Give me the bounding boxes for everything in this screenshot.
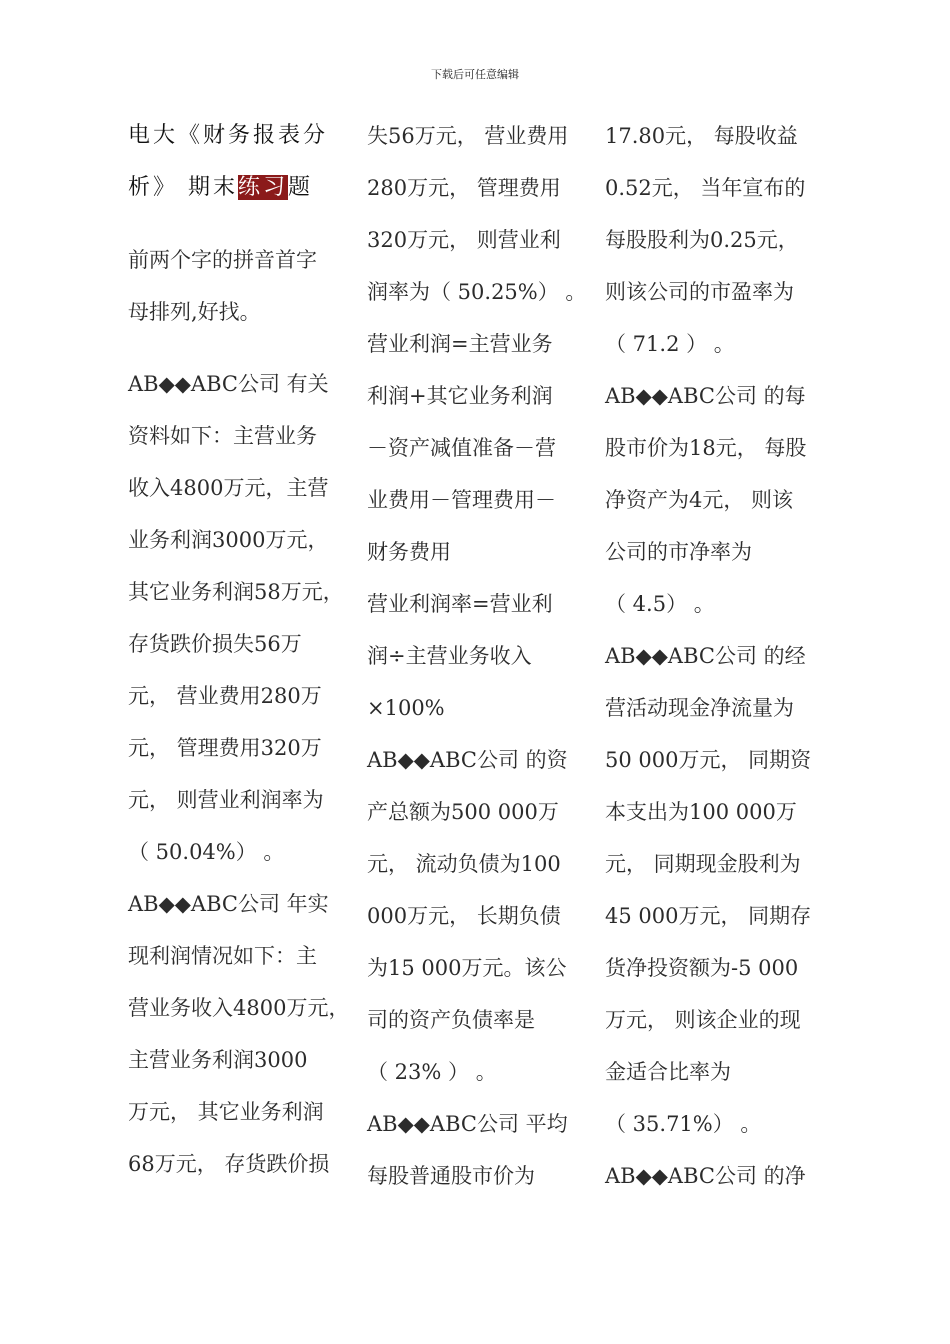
text-line: 产总额为500 000万 <box>367 800 559 824</box>
text-line: 每股股利为0.25元， <box>605 228 799 252</box>
text-line: 润÷主营业务收入 <box>367 644 532 668</box>
text-line: （ 23% ） 。 <box>367 1060 497 1084</box>
text-line: 17.80元， 每股收益 <box>605 124 798 148</box>
text-line: 司的资产负债率是 <box>367 1008 535 1032</box>
text-line: 万元， 则该企业的现 <box>605 1008 801 1032</box>
title-highlight: 练习 <box>238 175 289 200</box>
text-line: （ 35.71%） 。 <box>605 1112 762 1136</box>
text-line: 万元， 其它业务利润 <box>128 1100 324 1124</box>
text-line: 现利润情况如下：主 <box>128 944 317 968</box>
text-line: 45 000万元， 同期存 <box>605 904 812 928</box>
text-line: AB◆◆ABC公司 平均 <box>367 1112 568 1136</box>
text-line: 润率为（ 50.25%） 。 <box>367 280 587 304</box>
text-line: 元， 同期现金股利为 <box>605 852 801 876</box>
text-line: 资料如下：主营业务 <box>128 424 317 448</box>
text-line: 为15 000万元。该公 <box>367 956 567 980</box>
text-line: AB◆◆ABC公司 有关 <box>128 372 329 396</box>
text-line: 金适合比率为 <box>605 1060 731 1084</box>
title-text-post: 题 <box>288 175 314 200</box>
text-line: 净资产为4元， 则该 <box>605 488 794 512</box>
text-line: （ 50.04%） 。 <box>128 840 285 864</box>
page-header-note: 下载后可任意编辑 <box>431 68 519 81</box>
text-line: 公司的市净率为 <box>605 540 752 564</box>
text-line: （ 71.2 ） 。 <box>605 332 735 356</box>
text-line: 280万元， 管理费用 <box>367 176 561 200</box>
text-line: 68万元， 存货跌价损 <box>128 1152 330 1176</box>
text-line: AB◆◆ABC公司 的每 <box>605 384 806 408</box>
text-line: 本支出为100 000万 <box>605 800 797 824</box>
text-line: AB◆◆ABC公司 的净 <box>605 1164 806 1188</box>
text-line: 则该公司的市盈率为 <box>605 280 794 304</box>
text-line: 元， 则营业利润率为 <box>128 788 324 812</box>
text-line: －资产减值准备－营 <box>367 436 556 460</box>
text-line: AB◆◆ABC公司 年实 <box>128 892 329 916</box>
text-line: 元， 营业费用280万 <box>128 684 322 708</box>
title-text-pre: 析》 期末 <box>128 175 238 200</box>
text-line: 营活动现金净流量为 <box>605 696 794 720</box>
text-line: 失56万元， 营业费用 <box>367 124 569 148</box>
text-line: 业务利润3000万元， <box>128 528 329 552</box>
text-line: （ 4.5） 。 <box>605 592 715 616</box>
text-line: 元， 流动负债为100 <box>367 852 561 876</box>
text-line: 财务费用 <box>367 540 451 564</box>
text-line: 其它业务利润58万元， <box>128 580 344 604</box>
text-line: 50 000万元， 同期资 <box>605 748 812 772</box>
text-line: 每股普通股市价为 <box>367 1164 535 1188</box>
text-line: 营业利润率=营业利 <box>367 592 553 616</box>
text-line: 存货跌价损失56万 <box>128 632 302 656</box>
document-title-line-2 <box>128 162 313 214</box>
text-line: 320万元， 则营业利 <box>367 228 561 252</box>
text-line: ×100% <box>367 696 445 720</box>
text-line: 收入4800万元，主营 <box>128 476 329 500</box>
text-line: 元， 管理费用320万 <box>128 736 322 760</box>
text-line: 营业利润=主营业务 <box>367 332 553 356</box>
text-line: 营业务收入4800万元， <box>128 996 350 1020</box>
text-line: 母排列,好找。 <box>128 300 261 324</box>
text-line: 0.52元， 当年宣布的 <box>605 176 806 200</box>
text-line: 主营业务利润3000 <box>128 1048 308 1072</box>
text-line: 000万元， 长期负债 <box>367 904 561 928</box>
text-line: 利润+其它业务利润 <box>367 384 553 408</box>
text-line: 前两个字的拼音首字 <box>128 248 317 272</box>
document-title-line-1: 电大《财务报表分 <box>128 123 329 148</box>
text-line: AB◆◆ABC公司 的资 <box>367 748 568 772</box>
text-line: 股市价为18元， 每股 <box>605 436 807 460</box>
text-line: 业费用－管理费用－ <box>367 488 556 512</box>
text-line: 货净投资额为-5 000 <box>605 956 799 980</box>
text-line: AB◆◆ABC公司 的经 <box>605 644 806 668</box>
